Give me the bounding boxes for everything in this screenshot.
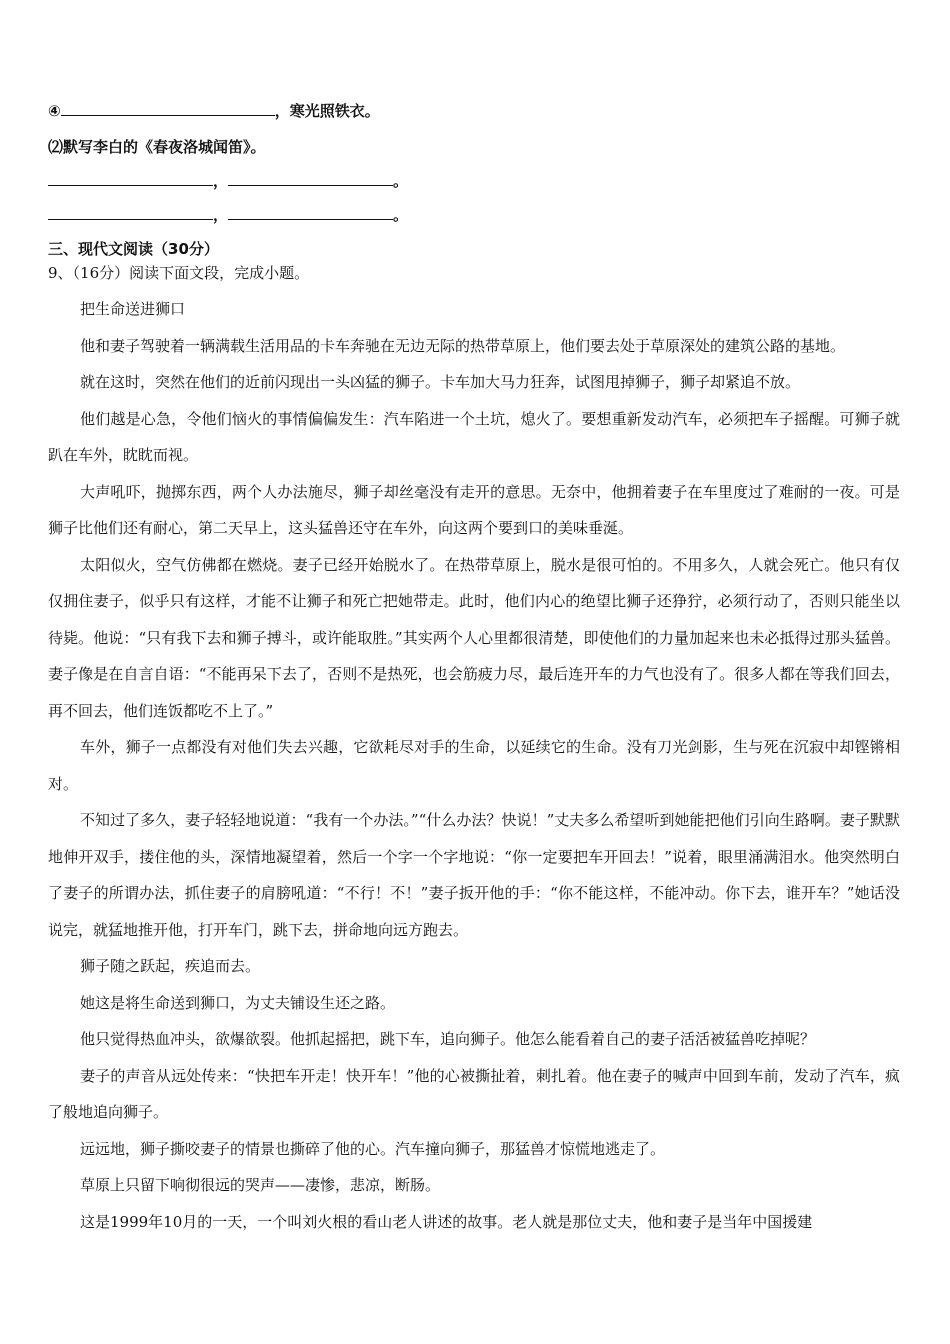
- paragraph: 远远地，狮子撕咬妻子的情景也撕碎了他的心。汽车撞向狮子，那猛兽才惊慌地逃走了。: [80, 1139, 666, 1158]
- question-9-prompt: 9、（16分）阅读下面文段，完成小题。: [48, 264, 310, 282]
- comma: ，: [213, 206, 229, 224]
- answer-line-2: [48, 204, 408, 225]
- paragraph: 车外，狮子一点都没有对他们失去兴趣，它欲耗尽对手的生命，以延续它的生命。没有刀光剑影，生与死在沉寂中却铿锵相对。: [48, 738, 900, 793]
- section-3-title: 三、现代文阅读（30分）: [48, 240, 219, 258]
- paragraph: 这是1999年10月的一天，一个叫刘火根的看山老人讲述的故事。老人就是那位丈夫，他和妻子是当年中国援建: [80, 1212, 813, 1231]
- paragraph: 就在这时，突然在他们的近前闪现出一头凶猛的狮子。卡车加大马力狂奔，试图甩掉狮子，狮子却紧追不放。: [80, 373, 801, 391]
- period: 。: [393, 172, 409, 190]
- paragraph: 不知过了多久，妻子轻轻地说道：“我有一个办法。”“什么办法？快说！”丈夫多么希望听到她能把他们引向生路啊。妻子默默地伸开双手，搂住他的头，深情地凝望着，然后一个字一个字地说：“你一定要把车开回去！”说着，眼里涌满泪水。他突然明白了妻子的所谓办法，抓住妻子的肩膀吼道：“不行！不！”妻子扳开他的手：“你不能这样，不能冲动。你下去，谁开车？”她话没说完，就猛地推开他，打开车门，跳下去，拼命地向远方跑去。: [48, 811, 900, 939]
- article-title: 把生命送进狮口: [80, 300, 186, 318]
- period: 。: [393, 206, 409, 224]
- answer-blank[interactable]: [61, 101, 275, 116]
- answer-blank[interactable]: [228, 205, 393, 220]
- paragraph: 他只觉得热血冲头，欲爆欲裂。他抓起摇把，跳下车，追向狮子。他怎么能看着自己的妻子活活被猛兽吃掉呢？: [80, 1030, 816, 1048]
- fill-in-item-2-instruction: ⑵默写李白的《春夜洛城闻笛》。: [48, 138, 266, 156]
- paragraph: 他和妻子驾驶着一辆满载生活用品的卡车奔驰在无边无际的热带草原上，他们要去处于草原深处的建筑公路的基地。: [80, 336, 846, 355]
- paragraph: 大声吼吓，抛掷东西，两个人办法施尽，狮子却丝毫没有走开的意思。无奈中，他拥着妻子在车里度过了难耐的一夜。可是狮子比他们还有耐心，第二天早上，这头猛兽还守在车外，向这两个要到口的美味垂涎。: [48, 482, 900, 537]
- item-4-number: ④: [48, 102, 61, 120]
- article-body: [48, 291, 900, 1240]
- paragraph: 太阳似火，空气仿佛都在燃烧。妻子已经开始脱水了。在热带草原上，脱水是很可怕的。不用多久，人就会死亡。他只有仅仅拥住妻子，似乎只有这样，才能不让狮子和死亡把她带走。此时，他们内心的绝望比狮子还狰狞，必须行动了，否则只能坐以待毙。他说：“只有我下去和狮子搏斗，或许能取胜。”其实两个人心里都很清楚，即使他们的力量加起来也未必抵得过那头猛兽。妻子像是在自言自语：“不能再呆下去了，否则不是热死，也会筋疲力尽，最后连开车的力气也没有了。很多人都在等我们回去，再不回去，他们连饭都吃不上了。”: [48, 555, 900, 720]
- answer-line-1: [48, 170, 408, 191]
- paragraph: 妻子的声音从远处传来：“快把车开走！快开车！”他的心被撕扯着，刺扎着。他在妻子的喊声中回到车前，发动了汽车，疯了般地追向狮子。: [48, 1066, 900, 1121]
- answer-blank[interactable]: [48, 171, 213, 186]
- item-4-text: ，寒光照铁衣。: [274, 102, 380, 120]
- answer-blank[interactable]: [48, 205, 213, 220]
- fill-in-item-4: [48, 100, 380, 121]
- paragraph: 草原上只留下响彻很远的哭声——凄惨，悲凉，断肠。: [80, 1176, 441, 1194]
- paragraph: 他们越是心急，令他们恼火的事情偏偏发生：汽车陷进一个土坑，熄火了。要想重新发动汽车，必须把车子摇醒。可狮子就趴在车外，眈眈而视。: [48, 409, 900, 464]
- paragraph: 狮子随之跃起，疾追而去。: [80, 957, 261, 975]
- paragraph: 她这是将生命送到狮口，为丈夫铺设生还之路。: [80, 993, 396, 1012]
- comma: ，: [213, 172, 229, 190]
- answer-blank[interactable]: [228, 171, 393, 186]
